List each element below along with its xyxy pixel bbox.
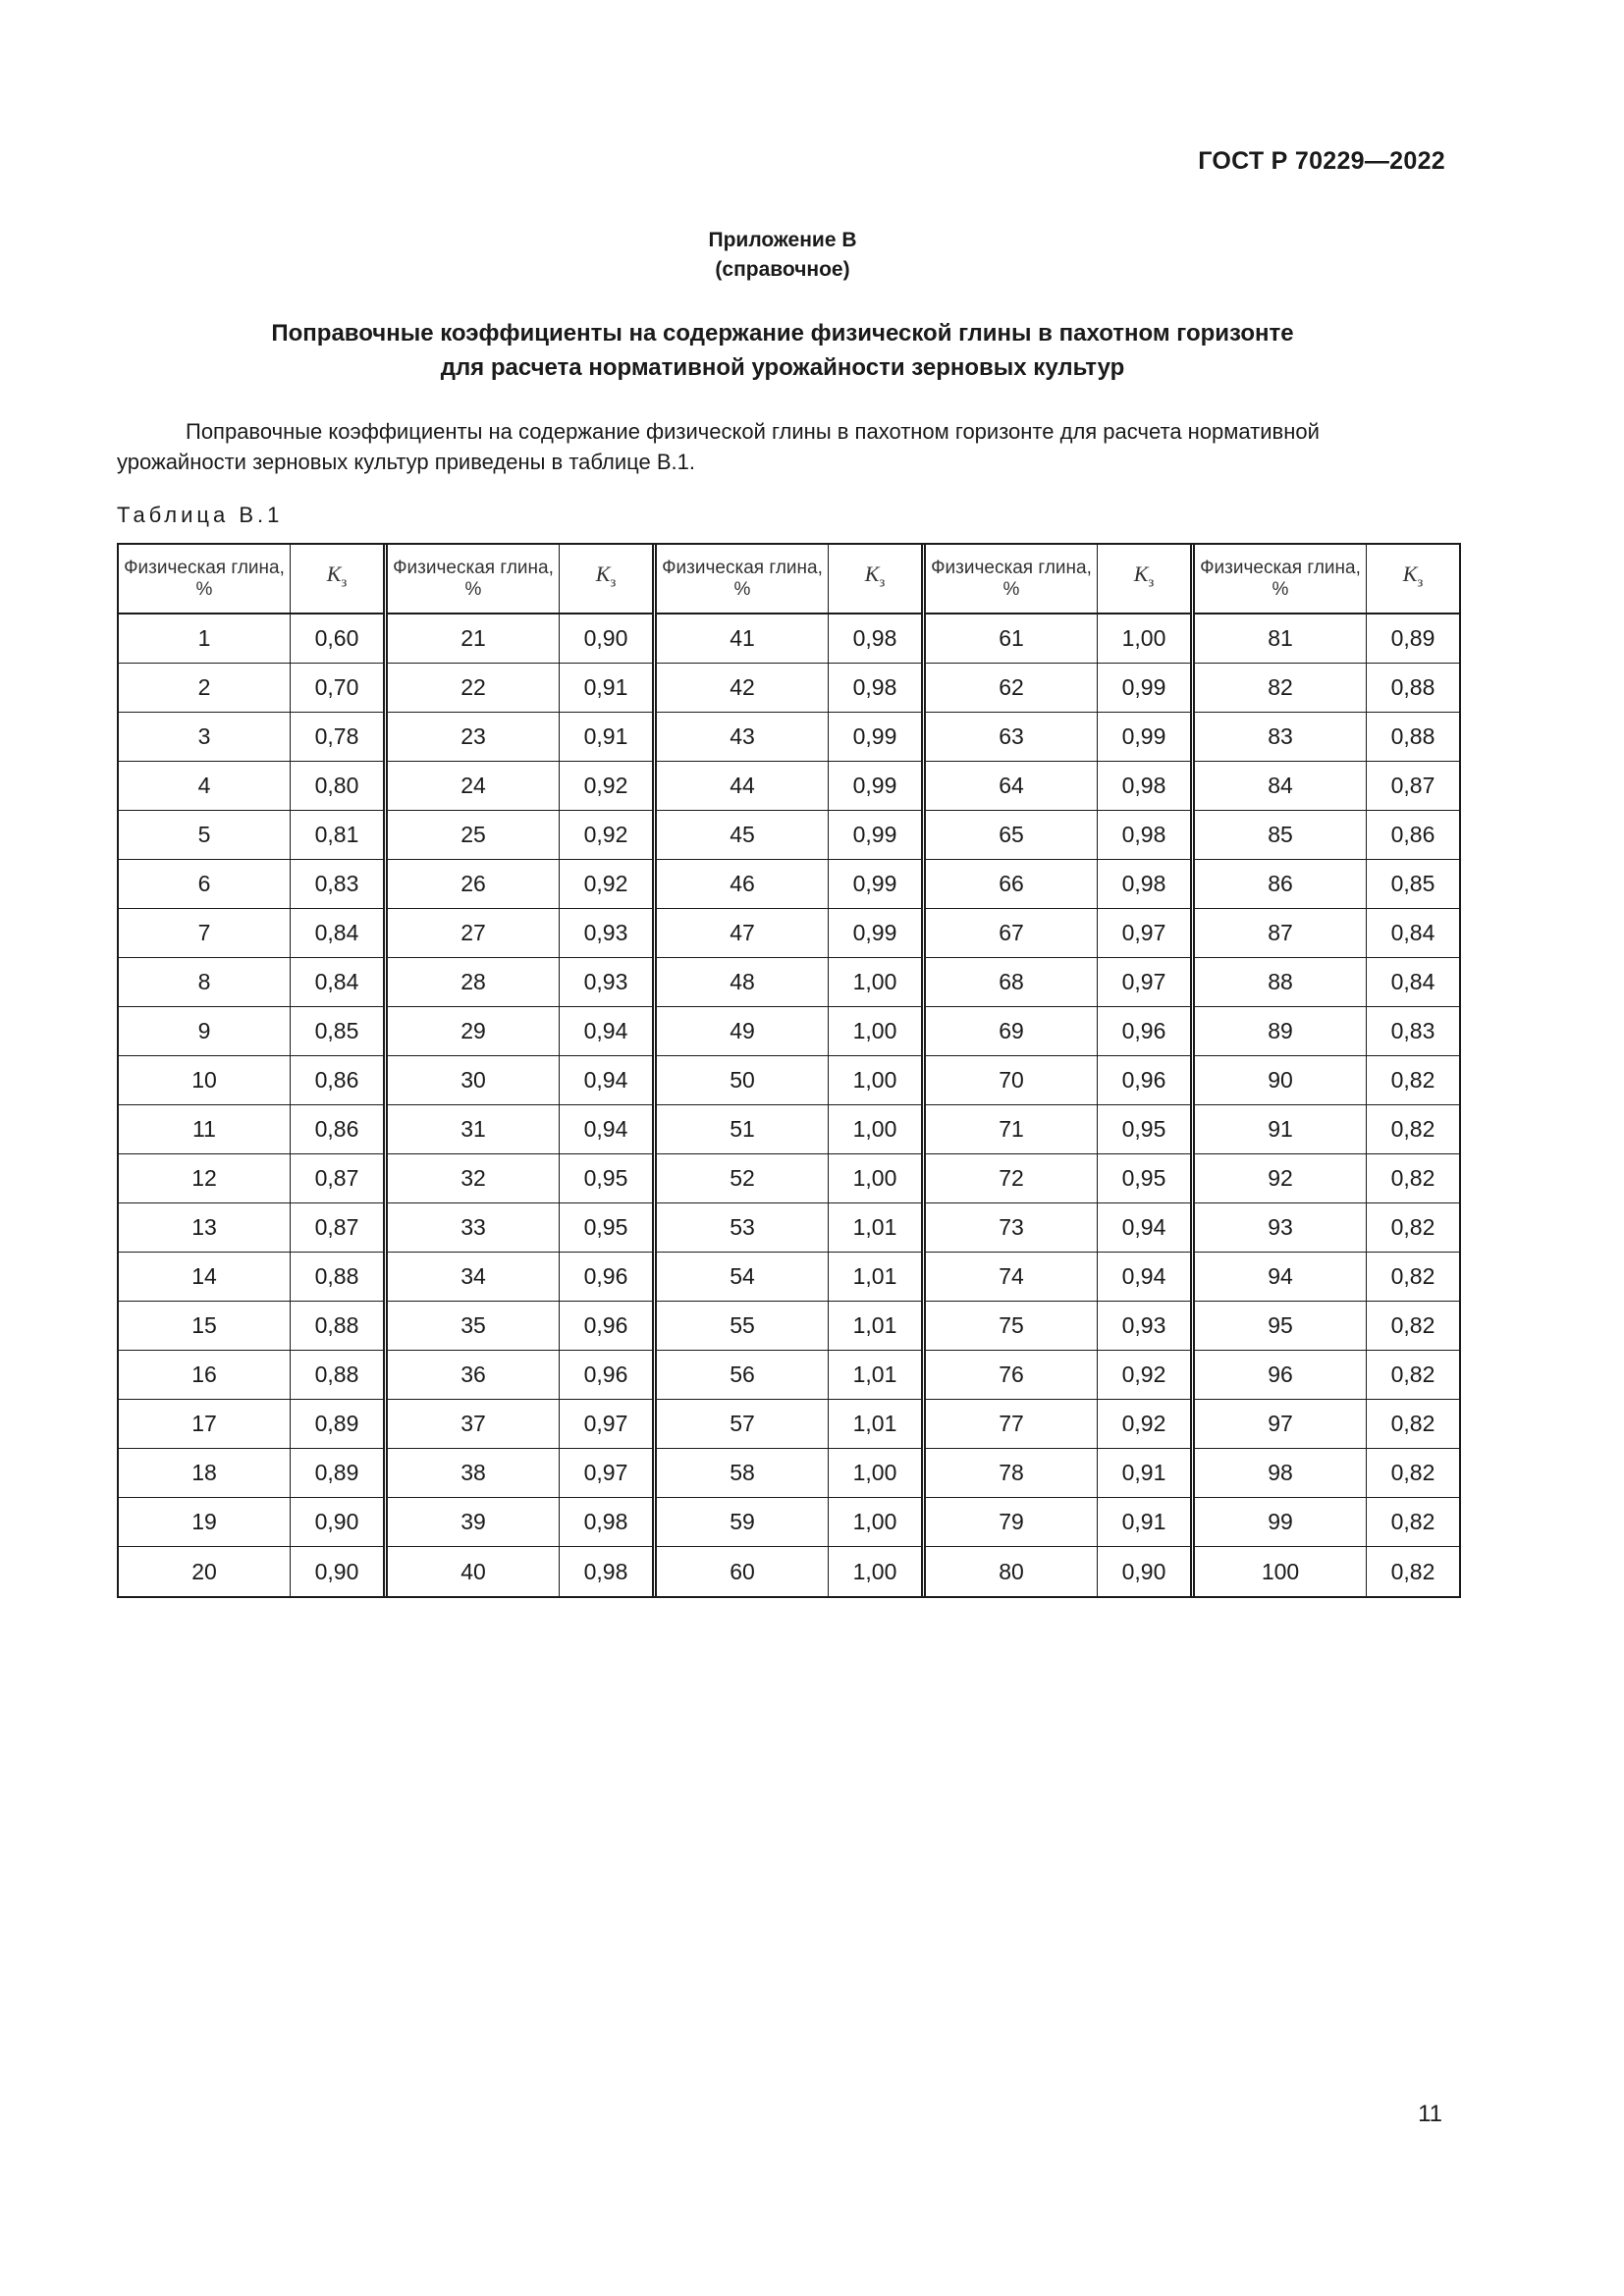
table-cell-coefficient: 0,90: [314, 1558, 359, 1584]
table-cell-coefficient: 0,92: [1098, 1400, 1190, 1449]
coefficient-column: [290, 545, 383, 1596]
document-number: ГОСТ Р 70229—2022: [1198, 147, 1445, 175]
table-cell-coefficient: 0,82: [1390, 1558, 1435, 1584]
table-cell-coefficient: 0,97: [1098, 958, 1190, 1007]
table-cell-coefficient: 0,93: [560, 909, 652, 958]
table-cell-clay: 2: [119, 664, 290, 713]
title-line-2: для расчета нормативной урожайности зерновых культур: [440, 354, 1125, 381]
table-cell-coefficient: 1,00: [829, 1105, 921, 1154]
table-cell-coefficient: 0,91: [560, 713, 652, 762]
clay-column: [926, 545, 1097, 1596]
intro-paragraph: Поправочные коэффициенты на содержание физической глины в пахотном горизонте для расчета нормативной урожайности зерновых культур приведены в таблице В.1.: [117, 419, 1320, 474]
table-cell-clay: 46: [657, 860, 828, 909]
table-cell-clay: 63: [926, 713, 1097, 762]
table-cell-coefficient: 1,00: [829, 1449, 921, 1498]
table-cell-coefficient: 0,88: [291, 1253, 383, 1302]
table-cell-coefficient: 0,96: [560, 1302, 652, 1351]
table-cell-coefficient: 0,60: [291, 614, 383, 664]
table-column-group: [921, 545, 1190, 1596]
table-cell-coefficient: 0,89: [1367, 614, 1459, 664]
table-cell-coefficient: 0,84: [291, 958, 383, 1007]
table-cell-coefficient: 0,94: [560, 1056, 652, 1105]
table-cell-clay: 85: [1195, 811, 1366, 860]
table-cell-clay: 59: [657, 1498, 828, 1547]
table-cell-coefficient: 0,82: [1367, 1203, 1459, 1253]
table-cell-clay: 51: [657, 1105, 828, 1154]
table-cell-coefficient: 0,99: [829, 909, 921, 958]
table-cell-clay: 42: [657, 664, 828, 713]
table-cell-clay: 49: [657, 1007, 828, 1056]
header-k: [560, 545, 652, 614]
table-cell-clay: 44: [657, 762, 828, 811]
header-k: [1098, 545, 1190, 614]
table-cell-coefficient: 0,96: [560, 1253, 652, 1302]
table-cell-coefficient: 1,00: [829, 1007, 921, 1056]
header-k-symbol: [1134, 563, 1155, 593]
table-cell-coefficient: 0,87: [1367, 762, 1459, 811]
table-cell-coefficient: 0,82: [1367, 1449, 1459, 1498]
table-cell-clay: 83: [1195, 713, 1366, 762]
header-k-symbol: [865, 563, 886, 593]
table-cell-clay: 70: [926, 1056, 1097, 1105]
table-cell-coefficient: 0,99: [829, 860, 921, 909]
table-cell-coefficient: 0,95: [1098, 1154, 1190, 1203]
table-cell-clay: 65: [926, 811, 1097, 860]
table-cell-coefficient: 1,01: [829, 1400, 921, 1449]
table-cell-clay: 99: [1195, 1498, 1366, 1547]
table-cell-coefficient: 1,00: [829, 1154, 921, 1203]
table-cell-clay: 55: [657, 1302, 828, 1351]
table-cell-clay: 67: [926, 909, 1097, 958]
table-cell-coefficient: 0,90: [291, 1498, 383, 1547]
table-cell-coefficient: 0,95: [560, 1154, 652, 1203]
table-cell-coefficient: 1,00: [1098, 614, 1190, 664]
table-cell-clay: 12: [119, 1154, 290, 1203]
table-cell-clay: 10: [119, 1056, 290, 1105]
table-cell-coefficient: 0,84: [1367, 909, 1459, 958]
table-cell-coefficient: 0,95: [560, 1203, 652, 1253]
table-cell-coefficient: 1,00: [829, 958, 921, 1007]
header-k-symbol: [327, 563, 348, 593]
header-clay: Физическая глина, %: [388, 545, 559, 614]
table-cell-clay: 92: [1195, 1154, 1366, 1203]
table-cell-coefficient: 0,81: [291, 811, 383, 860]
header-k-subscript: з: [1417, 574, 1424, 591]
table-cell-clay: 68: [926, 958, 1097, 1007]
table-cell-coefficient: 0,82: [1367, 1302, 1459, 1351]
table-cell-clay: 30: [388, 1056, 559, 1105]
table-cell-clay: 80: [999, 1558, 1024, 1584]
table-cell-clay: 53: [657, 1203, 828, 1253]
clay-column: [657, 545, 828, 1596]
table-cell-clay: 38: [388, 1449, 559, 1498]
table-cell-coefficient: 0,99: [829, 713, 921, 762]
header-k-letter: К: [1402, 561, 1418, 587]
table-cell-clay: 90: [1195, 1056, 1366, 1105]
table-cell-clay: 24: [388, 762, 559, 811]
table-cell-clay: 93: [1195, 1203, 1366, 1253]
header-k-symbol: [596, 563, 617, 593]
table-cell-coefficient: 0,82: [1367, 1400, 1459, 1449]
header-k: [829, 545, 921, 614]
table-cell-clay: 32: [388, 1154, 559, 1203]
table-cell-coefficient: 0,87: [291, 1203, 383, 1253]
table-cell-clay: 56: [657, 1351, 828, 1400]
table-cell-clay: 47: [657, 909, 828, 958]
header-clay: Физическая глина, %: [119, 545, 290, 614]
table-cell-coefficient: 1,00: [829, 1498, 921, 1547]
table-cell-clay: 15: [119, 1302, 290, 1351]
table-cell-clay: 87: [1195, 909, 1366, 958]
table-cell-clay: 31: [388, 1105, 559, 1154]
table-cell-coefficient: 0,91: [1098, 1449, 1190, 1498]
table-cell-coefficient: 0,82: [1367, 1498, 1459, 1547]
table-cell-coefficient: 0,97: [1098, 909, 1190, 958]
appendix-title: Приложение В: [708, 229, 857, 251]
table-cell-clay: 69: [926, 1007, 1097, 1056]
table-cell-clay: 35: [388, 1302, 559, 1351]
table-cell-coefficient: 0,83: [291, 860, 383, 909]
table-cell-clay: 62: [926, 664, 1097, 713]
table-cell-clay: 52: [657, 1154, 828, 1203]
table-cell-clay: 9: [119, 1007, 290, 1056]
table-cell-coefficient: 0,93: [560, 958, 652, 1007]
table-cell-clay: 81: [1195, 614, 1366, 664]
table-cell-coefficient: 1,00: [852, 1558, 897, 1584]
table-cell-clay: 88: [1195, 958, 1366, 1007]
coefficient-column: [1366, 545, 1459, 1596]
table-cell-coefficient: 0,89: [291, 1400, 383, 1449]
clay-column: [119, 545, 290, 1596]
table-cell-coefficient: 0,99: [829, 811, 921, 860]
table-cell-coefficient: 0,98: [1098, 811, 1190, 860]
table-cell-clay: 78: [926, 1449, 1097, 1498]
table-cell-coefficient: 0,92: [560, 762, 652, 811]
table-cell-coefficient: 0,82: [1367, 1056, 1459, 1105]
page-number: 11: [1418, 2101, 1442, 2127]
header-clay: Физическая глина, %: [1195, 545, 1366, 614]
table-cell-clay: 13: [119, 1203, 290, 1253]
table-cell-coefficient: 0,98: [829, 664, 921, 713]
table-cell-clay: 64: [926, 762, 1097, 811]
table-cell-coefficient: 0,82: [1367, 1154, 1459, 1203]
table-cell-clay: 94: [1195, 1253, 1366, 1302]
header-k-subscript: з: [879, 574, 886, 591]
table-cell-coefficient: 0,82: [1367, 1351, 1459, 1400]
table-cell-clay: 4: [119, 762, 290, 811]
table-cell-clay: 33: [388, 1203, 559, 1253]
clay-column: [1195, 545, 1366, 1596]
table-cell-clay: 16: [119, 1351, 290, 1400]
clay-column: [388, 545, 559, 1596]
table-cell-coefficient: 0,95: [1098, 1105, 1190, 1154]
table-cell-clay: 26: [388, 860, 559, 909]
table-cell-clay: 6: [119, 860, 290, 909]
table-cell-coefficient: 0,97: [560, 1449, 652, 1498]
coefficient-column: [559, 545, 652, 1596]
table-column-group: [1190, 545, 1459, 1596]
table-cell-coefficient: 0,86: [1367, 811, 1459, 860]
coefficient-table: [117, 543, 1461, 1598]
table-cell-clay: 37: [388, 1400, 559, 1449]
table-cell-coefficient: 0,90: [560, 614, 652, 664]
table-cell-coefficient: 0,88: [291, 1351, 383, 1400]
table-cell-coefficient: 0,96: [1098, 1056, 1190, 1105]
table-cell-coefficient: 0,98: [560, 1498, 652, 1547]
table-cell-coefficient: 0,88: [291, 1302, 383, 1351]
table-cell-clay: 36: [388, 1351, 559, 1400]
table-cell-clay: 77: [926, 1400, 1097, 1449]
table-cell-coefficient: 0,83: [1367, 1007, 1459, 1056]
table-cell-clay: 14: [119, 1253, 290, 1302]
table-cell-coefficient: 0,99: [1098, 664, 1190, 713]
table-cell-clay: 74: [926, 1253, 1097, 1302]
table-cell-coefficient: 0,86: [291, 1056, 383, 1105]
table-cell-coefficient: 0,87: [291, 1154, 383, 1203]
table-cell-coefficient: 0,89: [291, 1449, 383, 1498]
table-cell-clay: 89: [1195, 1007, 1366, 1056]
table-column-group: [383, 545, 652, 1596]
table-cell-coefficient: 0,94: [560, 1105, 652, 1154]
table-cell-coefficient: 0,94: [1098, 1253, 1190, 1302]
table-cell-clay: 76: [926, 1351, 1097, 1400]
table-cell-clay: 86: [1195, 860, 1366, 909]
table-cell-clay: 98: [1195, 1449, 1366, 1498]
table-cell-coefficient: 0,99: [1098, 713, 1190, 762]
table-cell-coefficient: 1,00: [829, 1056, 921, 1105]
table-cell-coefficient: 0,85: [291, 1007, 383, 1056]
table-cell-clay: 19: [119, 1498, 290, 1547]
table-cell-clay: 5: [119, 811, 290, 860]
table-cell-clay: 3: [119, 713, 290, 762]
table-cell-coefficient: 0,97: [560, 1400, 652, 1449]
table-cell-coefficient: 0,98: [583, 1558, 628, 1584]
table-cell-coefficient: 0,94: [1098, 1203, 1190, 1253]
table-cell-clay: 66: [926, 860, 1097, 909]
header-clay: Физическая глина, %: [926, 545, 1097, 614]
header-k-letter: К: [1133, 561, 1149, 587]
table-cell-clay: 39: [388, 1498, 559, 1547]
table-cell-clay: 84: [1195, 762, 1366, 811]
table-cell-clay: 43: [657, 713, 828, 762]
table-cell-coefficient: 0,80: [291, 762, 383, 811]
table-cell-clay: 96: [1195, 1351, 1366, 1400]
table-cell-coefficient: 1,01: [829, 1253, 921, 1302]
table-cell-clay: 75: [926, 1302, 1097, 1351]
header-k: [1367, 545, 1459, 614]
table-cell-coefficient: 0,98: [1098, 762, 1190, 811]
table-cell-clay: 18: [119, 1449, 290, 1498]
table-cell-coefficient: 0,86: [291, 1105, 383, 1154]
table-cell-clay: 97: [1195, 1400, 1366, 1449]
table-cell-clay: 61: [926, 614, 1097, 664]
table-cell-coefficient: 0,78: [291, 713, 383, 762]
document-title: [0, 316, 1565, 385]
table-cell-clay: 7: [119, 909, 290, 958]
table-cell-coefficient: 1,01: [829, 1302, 921, 1351]
table-cell-clay: 20: [191, 1558, 217, 1584]
table-cell-clay: 57: [657, 1400, 828, 1449]
table-cell-coefficient: 0,92: [560, 860, 652, 909]
table-cell-coefficient: 0,91: [560, 664, 652, 713]
header-k-letter: К: [595, 561, 611, 587]
title-line-1: Поправочные коэффициенты на содержание физической глины в пахотном горизонте: [271, 320, 1294, 347]
table-cell-coefficient: 0,84: [291, 909, 383, 958]
header-k-subscript: з: [1148, 574, 1155, 591]
table-cell-clay: 79: [926, 1498, 1097, 1547]
appendix-heading: [0, 226, 1565, 285]
table-cell-clay: 100: [1261, 1558, 1300, 1584]
table-cell-clay: 41: [657, 614, 828, 664]
table-cell-clay: 29: [388, 1007, 559, 1056]
header-k-subscript: з: [610, 574, 617, 591]
appendix-subtitle: (справочное): [715, 258, 850, 281]
coefficient-column: [828, 545, 921, 1596]
header-k-letter: К: [326, 561, 342, 587]
table-cell-coefficient: 0,98: [1098, 860, 1190, 909]
table-cell-clay: 73: [926, 1203, 1097, 1253]
table-cell-coefficient: 0,90: [1121, 1558, 1166, 1584]
table-cell-clay: 27: [388, 909, 559, 958]
table-cell-coefficient: 0,82: [1367, 1105, 1459, 1154]
header-k-symbol: [1403, 563, 1424, 593]
table-cell-clay: 50: [657, 1056, 828, 1105]
coefficient-column: [1097, 545, 1190, 1596]
table-cell-clay: 8: [119, 958, 290, 1007]
table-cell-clay: 72: [926, 1154, 1097, 1203]
table-cell-clay: 48: [657, 958, 828, 1007]
table-cell-clay: 45: [657, 811, 828, 860]
table-cell-coefficient: 0,70: [291, 664, 383, 713]
table-cell-clay: 91: [1195, 1105, 1366, 1154]
table-cell-coefficient: 0,88: [1367, 664, 1459, 713]
table-cell-coefficient: 0,92: [560, 811, 652, 860]
table-cell-clay: 21: [388, 614, 559, 664]
table-cell-coefficient: 0,88: [1367, 713, 1459, 762]
table-cell-coefficient: 0,96: [1098, 1007, 1190, 1056]
header-k-subscript: з: [341, 574, 348, 591]
table-cell-clay: 22: [388, 664, 559, 713]
table-cell-clay: 34: [388, 1253, 559, 1302]
table-cell-coefficient: 0,92: [1098, 1351, 1190, 1400]
table-cell-coefficient: 0,96: [560, 1351, 652, 1400]
table-cell-coefficient: 0,93: [1098, 1302, 1190, 1351]
table-cell-clay: 23: [388, 713, 559, 762]
table-cell-clay: 60: [730, 1558, 755, 1584]
header-k: [291, 545, 383, 614]
table-cell-coefficient: 0,91: [1098, 1498, 1190, 1547]
table-cell-clay: 58: [657, 1449, 828, 1498]
header-k-letter: К: [864, 561, 880, 587]
table-cell-coefficient: 0,94: [560, 1007, 652, 1056]
table-cell-coefficient: 0,98: [829, 614, 921, 664]
table-cell-clay: 11: [119, 1105, 290, 1154]
table-cell-clay: 1: [119, 614, 290, 664]
table-cell-coefficient: 0,84: [1367, 958, 1459, 1007]
table-column-group: [119, 545, 383, 1596]
header-clay: Физическая глина, %: [657, 545, 828, 614]
table-cell-clay: 40: [460, 1558, 486, 1584]
table-cell-coefficient: 0,82: [1367, 1253, 1459, 1302]
table-column-group: [652, 545, 921, 1596]
table-cell-clay: 25: [388, 811, 559, 860]
table-cell-coefficient: 1,01: [829, 1351, 921, 1400]
table-cell-coefficient: 0,99: [829, 762, 921, 811]
table-cell-clay: 95: [1195, 1302, 1366, 1351]
table-cell-clay: 82: [1195, 664, 1366, 713]
table-cell-coefficient: 1,01: [829, 1203, 921, 1253]
table-cell-coefficient: 0,85: [1367, 860, 1459, 909]
table-cell-clay: 71: [926, 1105, 1097, 1154]
table-label: Таблица В.1: [117, 503, 284, 527]
table-cell-clay: 17: [119, 1400, 290, 1449]
table-cell-clay: 54: [657, 1253, 828, 1302]
table-cell-clay: 28: [388, 958, 559, 1007]
